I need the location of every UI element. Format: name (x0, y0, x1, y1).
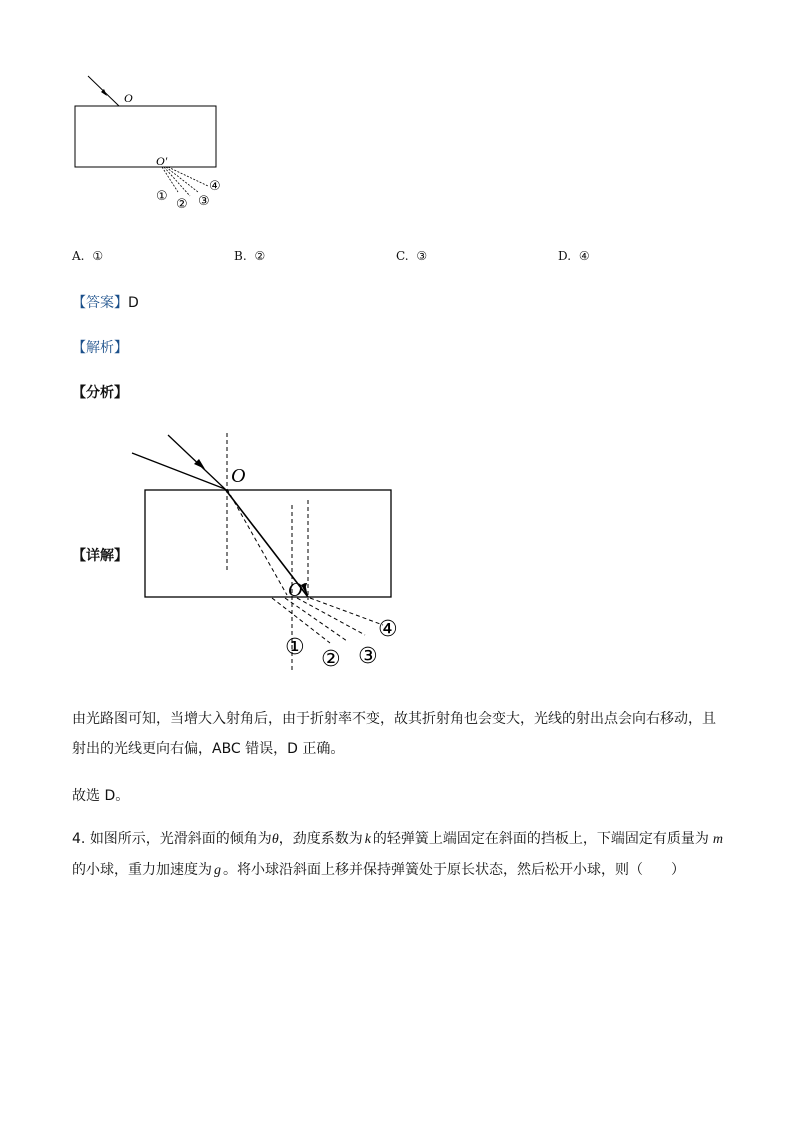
figure-2-svg (125, 425, 415, 675)
bracket-open: 【 (72, 385, 86, 401)
question-text: 。将小球沿斜面上移并保持弹簧处于原长状态，然后松开小球，则（ ） (223, 862, 685, 878)
explanation-line-1: 由光路图可知，当增大入射角后，由于折射率不变，故其折射角也会变大，光线的射出点会向右移动，且 (72, 711, 716, 727)
ray-label-4: ④ (209, 179, 221, 194)
option-b[interactable] (234, 249, 265, 263)
question-text: 的小球，重力加速度为 (72, 862, 212, 878)
glass-block (145, 490, 391, 597)
option-value: ④ (578, 249, 590, 263)
option-c[interactable] (396, 249, 427, 263)
ray-label-2: ② (176, 197, 188, 212)
ray-label-2: ② (321, 647, 341, 672)
theta-symbol: θ (271, 832, 279, 847)
figure-2 (125, 425, 415, 675)
m-symbol: m (712, 832, 724, 847)
bracket-close: 】 (114, 340, 128, 356)
option-value: ③ (416, 249, 428, 263)
answer-label: 答案 (86, 295, 114, 311)
option-letter: B. (234, 249, 247, 263)
option-a[interactable] (72, 249, 103, 263)
question-text: 如图所示，光滑斜面的倾角为 (89, 831, 272, 847)
ray-label-3: ③ (358, 644, 378, 669)
question-text: ，劲度系数为 (278, 831, 363, 847)
question-4-line-2 (72, 860, 685, 881)
refracted-ray-dashed (227, 489, 287, 595)
bracket-open: 【 (72, 340, 86, 356)
option-value: ② (254, 249, 266, 263)
question-text: 的轻弹簧上端固定在斜面的挡板上，下端固定有质量为 (372, 831, 709, 847)
bracket-close: 】 (114, 548, 128, 564)
bracket-open: 【 (72, 295, 86, 311)
option-d[interactable] (558, 249, 590, 263)
glass-block (75, 106, 216, 167)
detail-heading (72, 545, 128, 565)
point-o-label: O (231, 465, 246, 487)
fenxi-heading (72, 382, 128, 402)
figure-1-svg (70, 68, 230, 218)
explanation-line-2: 射出的光线更向右偏，ABC 错误，D 正确。 (72, 741, 345, 757)
conclusion: 故选 D。 (72, 788, 130, 804)
point-o-prime-label: O′ (288, 579, 307, 601)
ray-3 (297, 598, 365, 635)
detail-label: 详解 (86, 548, 114, 564)
ray-label-1: ① (285, 635, 305, 660)
g-symbol: g (214, 863, 221, 878)
incident-ray-a (132, 453, 225, 489)
k-symbol: k (364, 832, 371, 847)
ray-4 (168, 167, 208, 186)
figure-1 (70, 68, 230, 218)
ray-label-3: ③ (198, 194, 210, 209)
answer-line (72, 292, 139, 312)
option-value: ① (92, 249, 104, 263)
fenxi-label: 分析 (86, 385, 114, 401)
analysis-label: 解析 (86, 340, 114, 356)
answer-value: D (128, 295, 139, 311)
bracket-open: 【 (72, 548, 86, 564)
ray-3 (166, 167, 198, 192)
option-letter: D. (558, 249, 572, 263)
bracket-close: 】 (114, 295, 128, 311)
point-o-label: O (124, 91, 133, 105)
option-letter: A. (72, 249, 85, 263)
ray-2 (164, 167, 190, 196)
point-o-prime-label: O′ (156, 154, 168, 168)
ray-label-4: ④ (378, 617, 398, 642)
ray-label-1: ① (156, 189, 168, 204)
ray-4 (310, 598, 383, 625)
question-number: 4. (72, 831, 86, 847)
analysis-heading (72, 337, 128, 357)
bracket-close: 】 (114, 385, 128, 401)
option-letter: C. (396, 249, 409, 263)
question-4-line-1 (72, 829, 723, 850)
